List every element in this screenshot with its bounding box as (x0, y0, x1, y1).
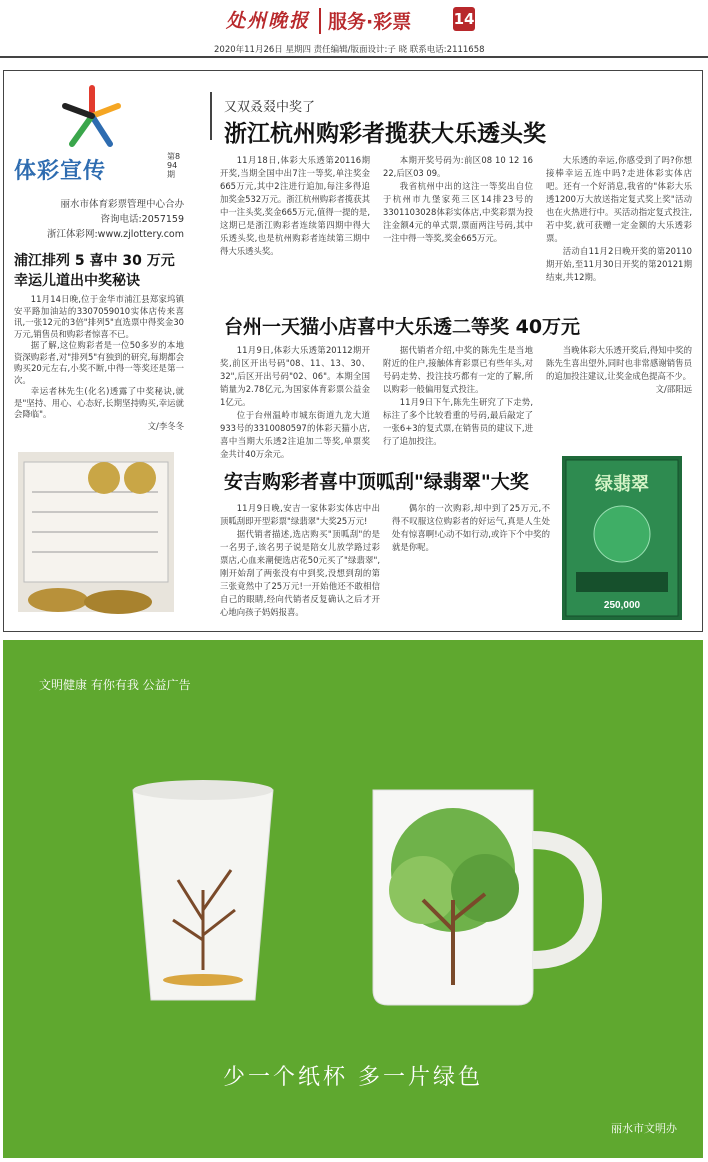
left-paragraph: 据了解,这位购彩者是一位50多岁的本地资深购彩者,对"排列5"有独到的研究,每期都会购买20元左右,小奖不断,中得一等奖还是第一次。 (14, 340, 184, 385)
newspaper-name: 处州晚报 (226, 10, 311, 32)
mug-icon (373, 790, 593, 1005)
scratch-card-title: 绿翡翠 (595, 474, 649, 494)
ad-tagline: 文明健康 有你有我 公益广告 (39, 678, 191, 692)
column-brand-title: 体彩宣传 (14, 159, 107, 184)
article3-paragraph: 据代销者描述,选店购买"顶呱刮"的是一名男子,该名男子说是陪女儿放学路过彩票店,心血来潮便选店花50元买了"绿翡翠",刚开始刮了两张没有中到奖,没想到刮的第三张竟然中了25万元!一开始他还不敢相信自己的眼睛,经向代销者反复确认之后才开心地向孩子妈妈报喜。 (220, 529, 380, 617)
sports-lottery-logo-icon (62, 86, 122, 148)
article2-column-2 (383, 344, 533, 450)
public-service-ad (3, 640, 703, 1158)
cups-illustration (123, 770, 623, 1020)
page-number-badge: 14 (453, 7, 475, 31)
left-headline-2: 幸运儿道出中奖秘诀 (14, 273, 140, 289)
article1-paragraph: 本期开奖号码为:前区08 10 12 16 22,后区03 09。 (383, 155, 533, 178)
left-paragraph: 11月14日晚,位于金华市浦江县郑家坞镇安平路加油站的3307059010实体店传来喜讯,一张12元的3倍"排列5"直选票中得奖金30万元,销售员和购彩者惊喜不已。 (14, 294, 184, 339)
article3-paragraph: 偶尔的一次购彩,却中到了25万元,不得不叹服这位购彩者的好运气,真是人生处处有惊喜啊!心动不如行动,或许下个中奖的就是你呢。 (392, 503, 550, 552)
article2-byline: 文/邵阳远 (655, 384, 692, 394)
article1-paragraph: 11月18日,体彩大乐透第20116期开奖,当期全国中出7注一等奖,单注奖金665万元,其中2注进行追加,每注多得追加奖金532万元。浙江杭州购彩者揽获其中一注头奖,奖金665万元,值得一提的是,这期已是浙江购彩者连续第四期中得大乐透头奖,也是杭州购彩者连续第三期中得大乐透头奖。 (220, 155, 370, 256)
scratch-card-prize: 250,000 (603, 600, 641, 611)
column-issue-number: 第894期 (167, 152, 181, 179)
ad-signature: 丽水市文明办 (611, 1122, 677, 1135)
masthead-divider (319, 8, 321, 34)
kicker-rule (210, 92, 212, 140)
masthead-rule (0, 56, 708, 58)
column-organizer: 丽水市体育彩票管理中心合办 (60, 199, 184, 210)
article2-paragraph: 11月9日,体彩大乐透第20112期开奖,前区开出号码"08、11、13、30、32",后区开出号码"02、06"。本期全国销量为2.78亿元,为国家体育彩票公益金1亿元。 (220, 345, 370, 407)
article2-paragraph: 当晚体彩大乐透开奖后,得知中奖的陈先生喜出望外,同时也非常感谢销售员的追加投注建议,让奖金成色提高不少。 (546, 345, 692, 381)
left-column (4, 72, 189, 628)
left-article-body (14, 294, 184, 432)
paper-cup-icon (133, 780, 273, 1000)
left-paragraph: 幸运者林先生(化名)透露了中奖秘诀,就是"坚持、用心、心态好,长期坚持购买,幸运就会降临"。 (14, 386, 184, 419)
lottery-ticket-photo (18, 452, 174, 612)
section-title: 服务·彩票 (328, 11, 412, 33)
article3-column-2 (392, 502, 550, 622)
article2-column-1 (220, 344, 370, 459)
scratch-card-photo (562, 456, 682, 620)
article1-column-2 (383, 154, 533, 294)
article1-column-1 (220, 154, 370, 294)
column-phone: 咨询电话:2057159 (100, 214, 184, 225)
article2-column-3 (546, 344, 692, 450)
article1-paragraph: 大乐透的幸运,你感受到了吗?你想接棒幸运五连中吗?走进体彩实体店吧。还有一个好消息,我省的"体彩大乐透1200万大放送指定复式奖上奖"活动也在火热进行中。买活动指定复式投注,若中奖,就可获赠一定金额的大乐透彩票。 (546, 155, 692, 243)
column-website: 浙江体彩网:www.zjlottery.com (46, 229, 184, 240)
article1-kicker: 又双叒叕中奖了 (224, 100, 316, 115)
masthead (0, 0, 708, 60)
left-byline: 文/李冬冬 (147, 420, 184, 431)
article3-paragraph: 11月9日晚,安吉一家体彩实体店中出顶呱刮即开型彩票"绿翡翠"大奖25万元! (220, 503, 380, 526)
issue-info-line: 2020年11月26日 星期四 责任编辑/版面设计:子 晓 联系电话:2111658 (214, 45, 485, 55)
article2-headline: 台州一天猫小店喜中大乐透二等奖 40万元 (224, 316, 581, 338)
article1-paragraph: 我省杭州中出的这注一等奖出自位于杭州市九堡家苑三区14排23号的3301103028体彩实体店,中奖彩票为投注金额4元的单式票,票面两注号码,其中一注中得一等奖,奖金665万元。 (383, 181, 533, 243)
ad-slogan: 少一个纸杯 多一片绿色 (223, 1065, 483, 1090)
article2-paragraph: 11月9日下午,陈先生研究了下走势,标注了多个比较看重的号码,最后敲定了一张6+3的复式票,在销售员的建议下,进行了追加投注。 (383, 397, 533, 446)
article3-headline: 安吉购彩者喜中顶呱刮"绿翡翠"大奖 (224, 471, 529, 493)
article1-column-3 (546, 154, 692, 294)
article2-paragraph: 位于台州温岭市城东街道九龙大道933号的3310080597的体彩天猫小店,喜中当期大乐透2注追加二等奖,单票奖金共计40万余元。 (220, 410, 370, 459)
article3-column-1 (220, 502, 380, 622)
left-headline-1: 浦江排列 5 喜中 30 万元 (14, 253, 175, 269)
article1-paragraph: 活动自11月2日晚开奖的第20110期开始,至11月30日开奖的第20121期结束,共12期。 (546, 246, 692, 282)
article2-paragraph: 据代销者介绍,中奖的陈先生是当地附近的住户,接触体育彩票已有些年头,对号码走势、投注技巧都有一定的了解,所以购彩一般偏用复式投注。 (383, 345, 533, 394)
article1-headline: 浙江杭州购彩者揽获大乐透头奖 (224, 121, 546, 147)
